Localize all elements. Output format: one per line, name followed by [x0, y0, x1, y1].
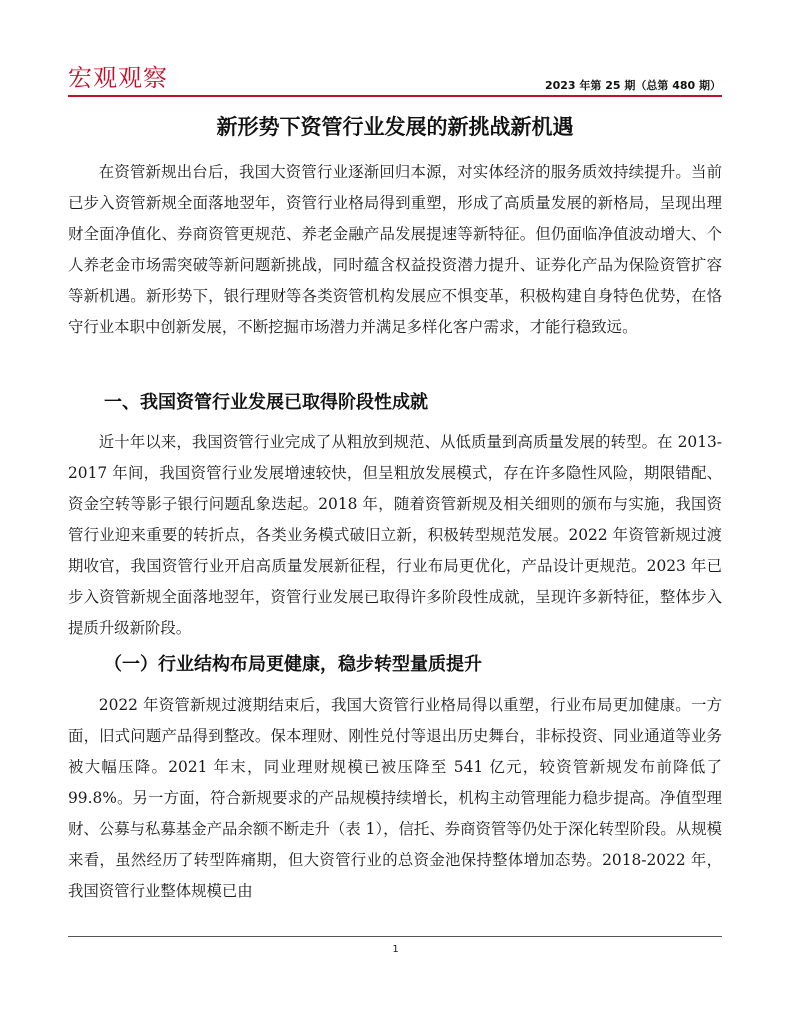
article-title: 新形势下资管行业发展的新挑战新机遇 — [216, 115, 574, 139]
publication-brand: 宏观观察 — [68, 64, 168, 92]
subsection-heading-1-1: （一）行业结构布局更健康，稳步转型量质提升 — [104, 654, 482, 675]
section-heading-1: 一、我国资管行业发展已取得阶段性成就 — [104, 392, 428, 413]
subsection-1-1-paragraph: 2022 年资管新规过渡期结束后，我国大资管行业格局得以重塑，行业布局更加健康。一方面，旧式问题产品得到整改。保本理财、刚性兑付等退出历史舞台，非标投资、同业通道等业务被大幅压降。2021 年末，同业理财规模已被压降至 541 亿元，较资管新规发布前降低了 99.8%。另一方面，符合新规要求的产品规模持续增长，机构主动管理能力稳步提高。净值型理财、公募与私募基金产品余额不断走升（表 1），信托、券商资管等仍处于深化转型阶段。从规模来看，虽然经历了转型阵痛期，但大资管行业的总资金池保持整体增加态势。2018-2022 年，我国资管行业整体规模已由 — [68, 696, 722, 900]
section-1-paragraph: 近十年以来，我国资管行业完成了从粗放到规范、从低质量到高质量发展的转型。在 2013-2017 年间，我国资管行业发展增速较快，但呈粗放发展模式，存在许多隐性风险，期限错配、资金空转等影子银行问题乱象迭起。2018 年，随着资管新规及相关细则的颁布与实施，我国资管行业迎来重要的转折点，各类业务模式破旧立新，积极转型规范发展。2022 年资管新规过渡期收官，我国资管行业开启高质量发展新征程，行业布局更优化，产品设计更规范。2023 年已步入资管新规全面落地翌年，资管行业发展已取得许多阶段性成就，呈现许多新特征，整体步入提质升级新阶段。 — [68, 433, 722, 637]
issue-number: 2023 年第 25 期（总第 480 期） — [544, 79, 721, 92]
intro-paragraph: 在资管新规出台后，我国大资管行业逐渐回归本源，对实体经济的服务质效持续提升。当前已步入资管新规全面落地翌年，资管行业格局得到重塑，形成了高质量发展的新格局，呈现出理财全面净值化、券商资管更规范、养老金融产品发展提速等新特征。但仍面临净值波动增大、个人养老金市场需突破等新问题新挑战，同时蕴含权益投资潜力提升、证券化产品为保险资管扩容等新机遇。新形势下，银行理财等各类资管机构发展应不惧变革，积极构建自身特色优势，在恪守行业本职中创新发展，不断挖掘市场潜力并满足多样化客户需求，才能行稳致远。 — [68, 163, 722, 336]
footer-divider — [68, 936, 722, 937]
header-divider — [68, 95, 722, 97]
page-number: 1 — [392, 944, 399, 955]
